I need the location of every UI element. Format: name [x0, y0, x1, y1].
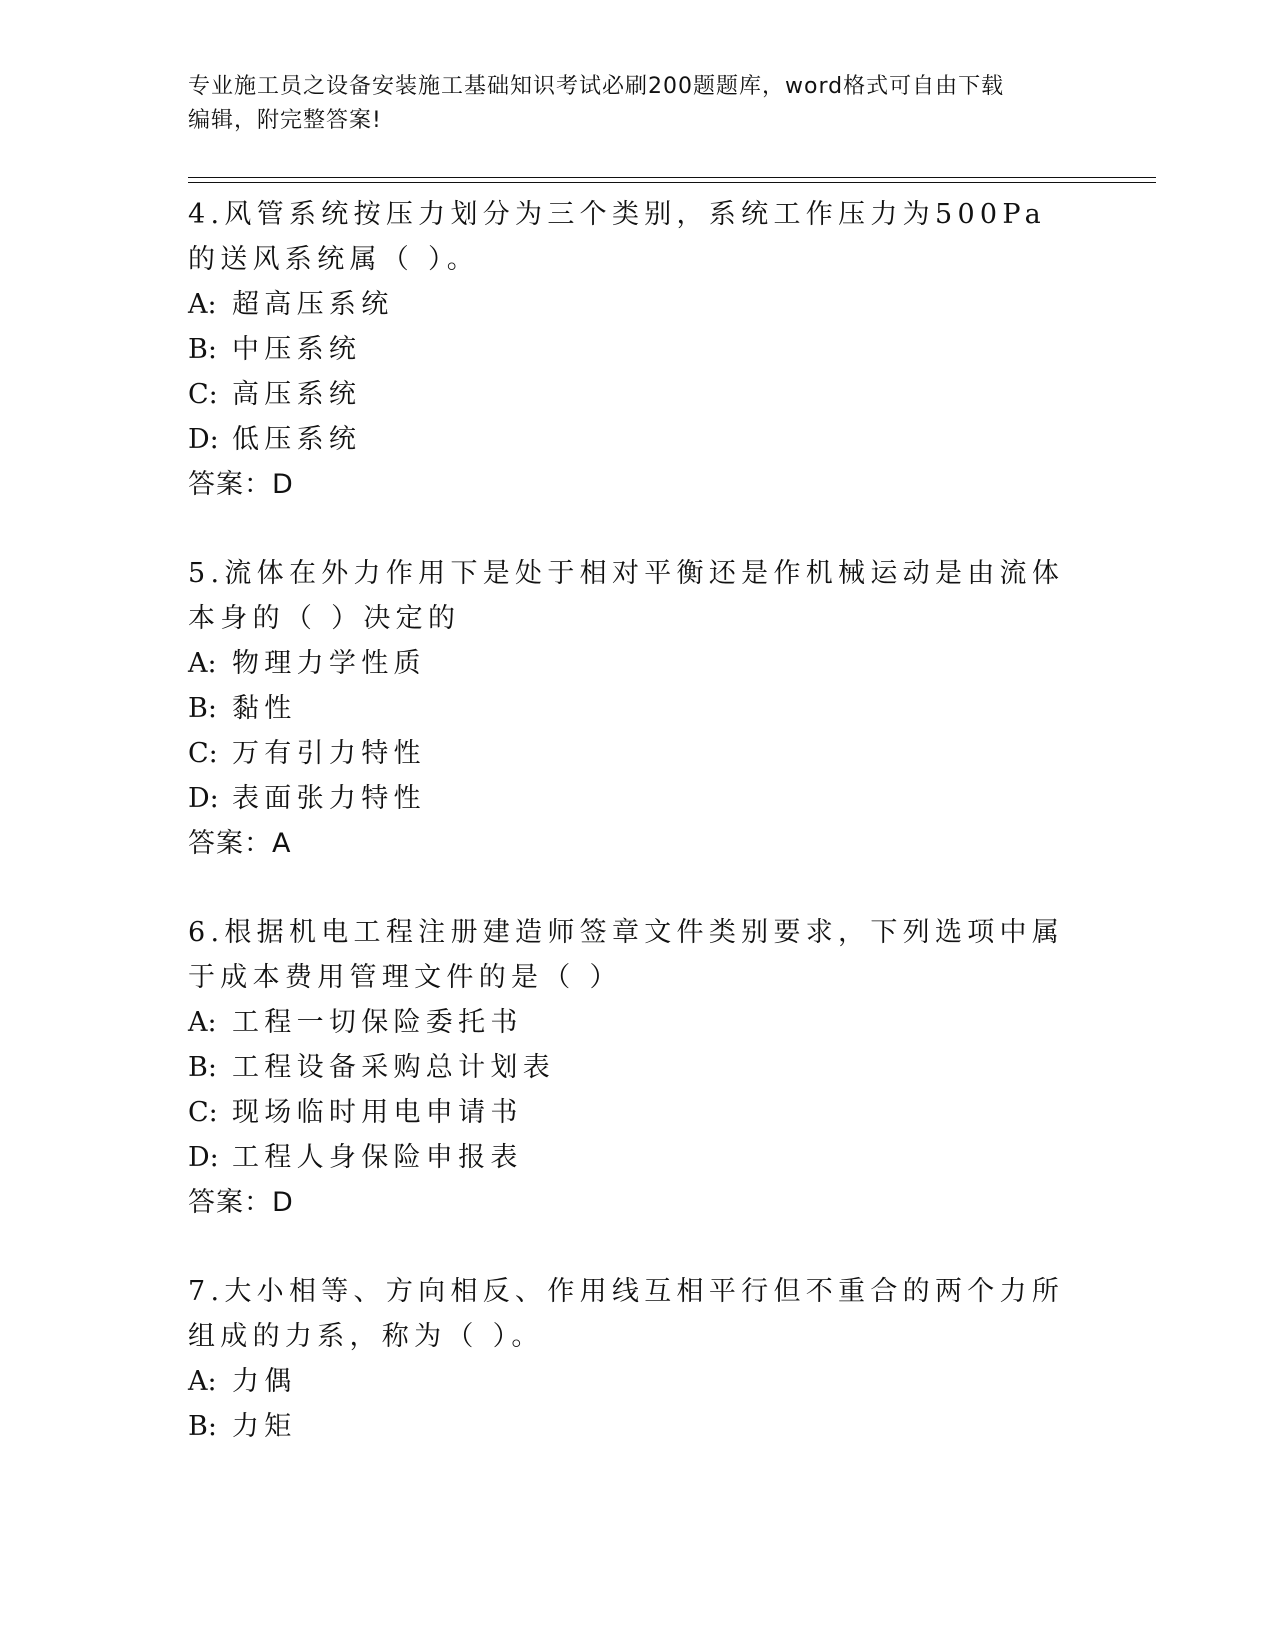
option-c	[188, 731, 1068, 776]
option-a	[188, 1359, 1068, 1404]
answer: 答案：A	[188, 828, 292, 859]
option-b	[188, 1045, 1068, 1090]
option-letter: B:	[188, 693, 217, 724]
option-d	[188, 776, 1068, 821]
option-c	[188, 372, 1068, 417]
question-stem: 6.根据机电工程注册建造师签章文件类别要求，下列选项中属于成本费用管理文件的是（ ）	[188, 917, 1065, 993]
option-text: 力矩	[232, 1411, 297, 1442]
option-text: 工程设备采购总计划表	[232, 1052, 555, 1083]
option-d	[188, 417, 1068, 462]
question-stem: 7.大小相等、方向相反、作用线互相平行但不重合的两个力所组成的力系，称为（ ）。	[188, 1276, 1065, 1352]
option-letter: B:	[188, 1411, 217, 1442]
option-letter: B:	[188, 1052, 217, 1083]
option-text: 万有引力特性	[232, 738, 426, 769]
option-letter: A:	[188, 1366, 217, 1397]
option-c	[188, 1090, 1068, 1135]
document-header	[188, 70, 1068, 138]
question-stem: 5.流体在外力作用下是处于相对平衡还是作机械运动是由流体本身的（ ）决定的	[188, 558, 1065, 634]
option-text: 工程一切保险委托书	[232, 1007, 523, 1038]
option-letter: D:	[188, 424, 219, 455]
option-b	[188, 686, 1068, 731]
option-a	[188, 282, 1068, 327]
option-text: 黏性	[232, 693, 297, 724]
answer: 答案：D	[188, 469, 294, 500]
option-letter: C:	[188, 379, 218, 410]
option-b	[188, 327, 1068, 372]
option-text: 现场临时用电申请书	[232, 1097, 523, 1128]
option-text: 超高压系统	[232, 289, 394, 320]
question-6	[188, 910, 1068, 1225]
option-text: 中压系统	[232, 334, 362, 365]
question-7	[188, 1269, 1068, 1449]
option-letter: A:	[188, 648, 217, 679]
option-d	[188, 1135, 1068, 1180]
option-text: 高压系统	[232, 379, 362, 410]
option-letter: D:	[188, 783, 219, 814]
option-letter: A:	[188, 289, 217, 320]
option-text: 物理力学性质	[232, 648, 426, 679]
option-text: 力偶	[232, 1366, 297, 1397]
option-text: 表面张力特性	[232, 783, 426, 814]
header-title-line-1: 专业施工员之设备安装施工基础知识考试必刷200题题库，word格式可自由下载	[188, 74, 1005, 99]
option-letter: D:	[188, 1142, 219, 1173]
answer: 答案：D	[188, 1187, 294, 1218]
option-text: 工程人身保险申报表	[232, 1142, 523, 1173]
option-a	[188, 1000, 1068, 1045]
option-a	[188, 641, 1068, 686]
header-rule-bottom	[188, 182, 1156, 183]
question-5	[188, 551, 1068, 866]
header-title-line-2: 编辑，附完整答案!	[188, 108, 382, 133]
question-stem: 4.风管系统按压力划分为三个类别，系统工作压力为500Pa的送风系统属（ ）。	[188, 199, 1047, 275]
option-text: 低压系统	[232, 424, 362, 455]
option-letter: C:	[188, 1097, 218, 1128]
option-letter: C:	[188, 738, 218, 769]
question-list	[188, 192, 1068, 1493]
question-4	[188, 192, 1068, 507]
header-rule-top	[188, 177, 1156, 178]
option-letter: A:	[188, 1007, 217, 1038]
option-letter: B:	[188, 334, 217, 365]
option-b	[188, 1404, 1068, 1449]
